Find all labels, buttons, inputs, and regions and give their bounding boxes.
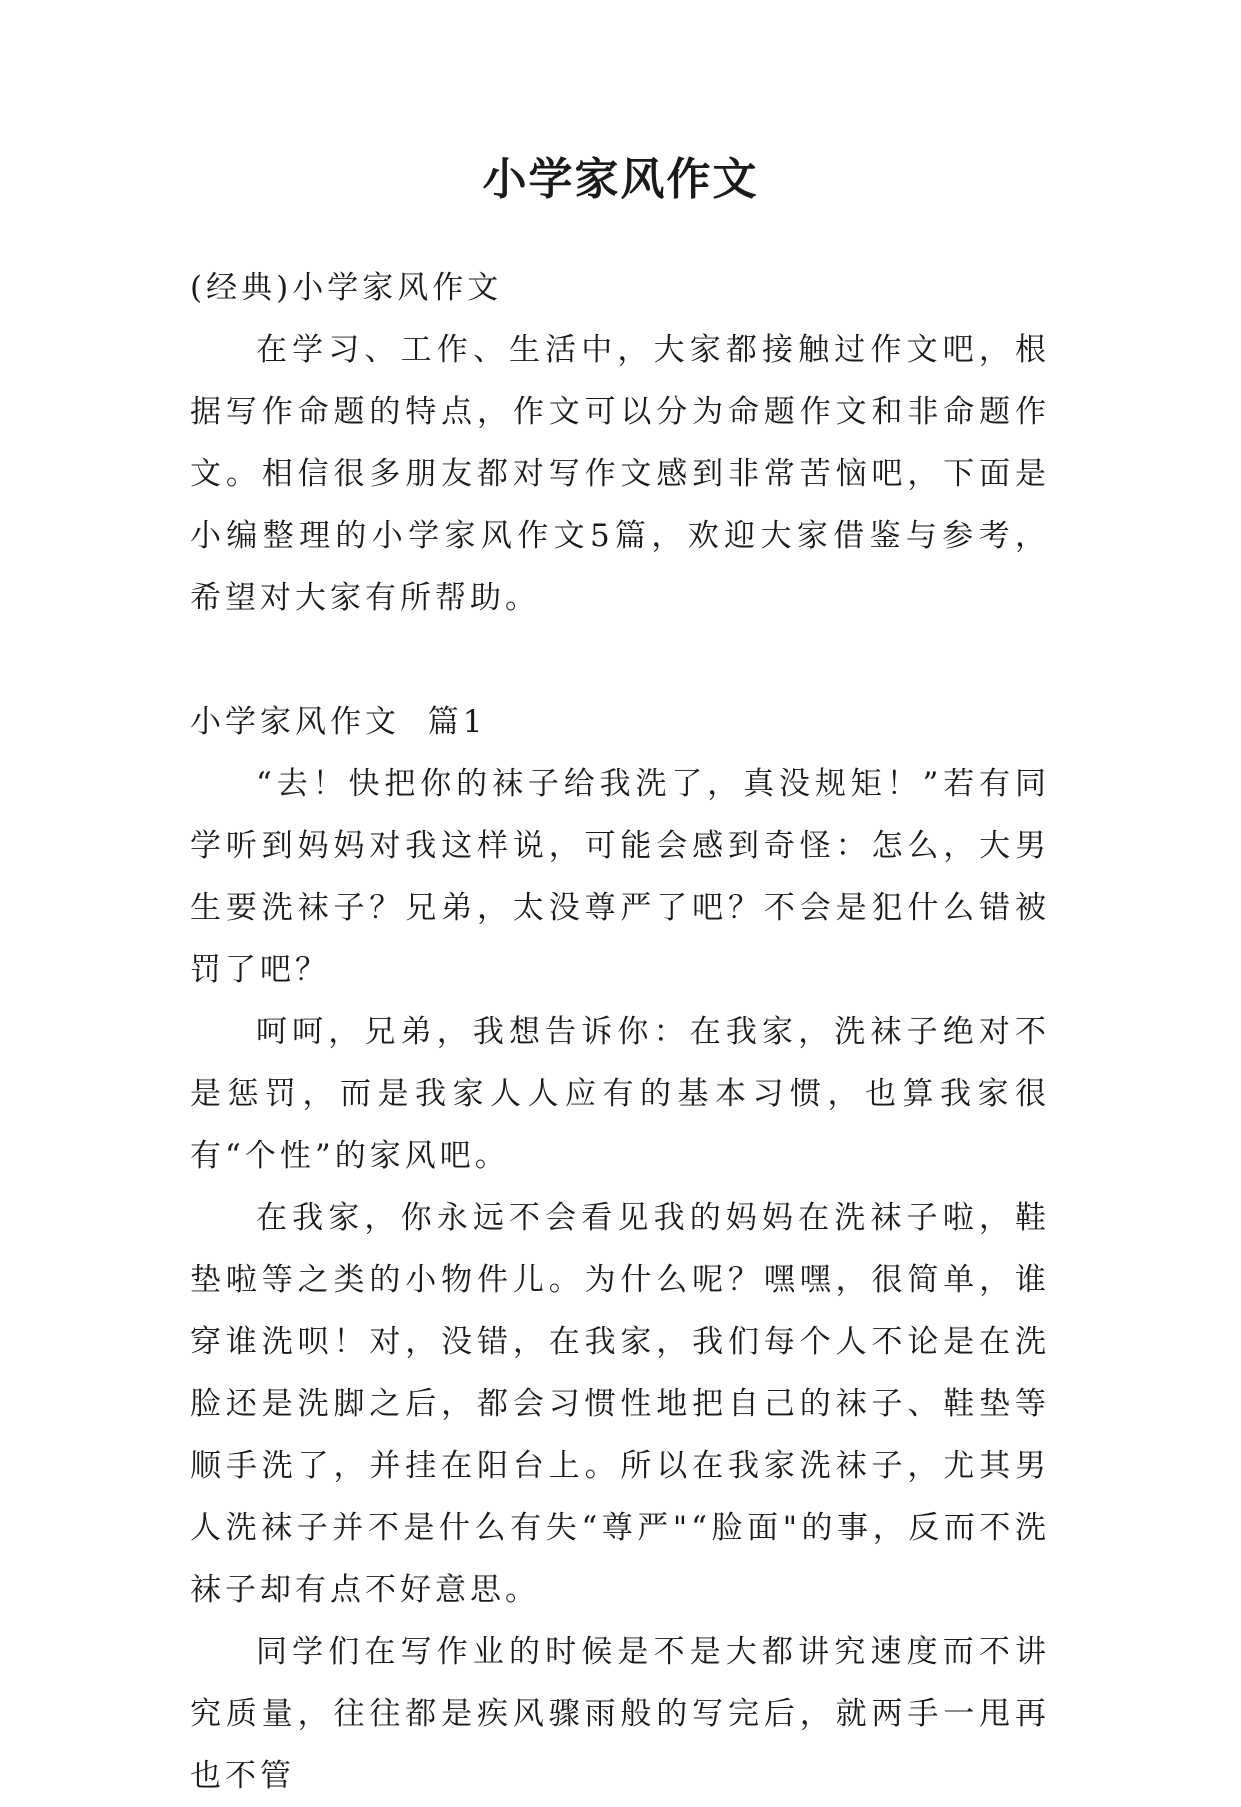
section-spacer: [190, 629, 1050, 691]
body-paragraph: 在我家，你永远不会看见我的妈妈在洗袜子啦，鞋垫啦等之类的小物件儿。为什么呢？嘿嘿，很简单，谁穿谁洗呗！对，没错，在我家，我们每个人不论是在洗脸还是洗脚之后，都会习惯性地把自己的袜子、鞋垫等顺手洗了，并挂在阳台上。所以在我家洗袜子，尤其男人洗袜子并不是什么有失“尊严"“脸面"的事，反而不洗袜子却有点不好意思。: [190, 1200, 1050, 1608]
body-paragraph: 同学们在写作业的时候是不是大都讲究速度而不讲究质量，往往都是疾风骤雨般的写完后，就两手一甩再也不管: [190, 1634, 1050, 1794]
intro-paragraph: 在学习、工作、生活中，大家都接触过作文吧，根据写作命题的特点，作文可以分为命题作文和非命题作文。相信很多朋友都对写作文感到非常苦恼吧，下面是小编整理的小学家风作文5篇，欢迎大家借鉴与参考，希望对大家有所帮助。: [190, 332, 1050, 616]
section-heading: 小学家风作文 篇1: [190, 704, 487, 740]
body-paragraph: 呵呵，兄弟，我想告诉你：在我家，洗袜子绝对不是惩罚，而是我家人人应有的基本习惯，也算我家很有“个性”的家风吧。: [190, 1014, 1050, 1174]
document-title: 小学家风作文: [482, 154, 759, 205]
document-subtitle: (经典)小学家风作文: [190, 270, 503, 306]
document-body: [190, 257, 1050, 1807]
body-paragraph: “去！快把你的袜子给我洗了，真没规矩！”若有同学听到妈妈对我这样说，可能会感到奇怪：怎么，大男生要洗袜子？兄弟，太没尊严了吧？不会是犯什么错被罚了吧？: [190, 766, 1050, 988]
